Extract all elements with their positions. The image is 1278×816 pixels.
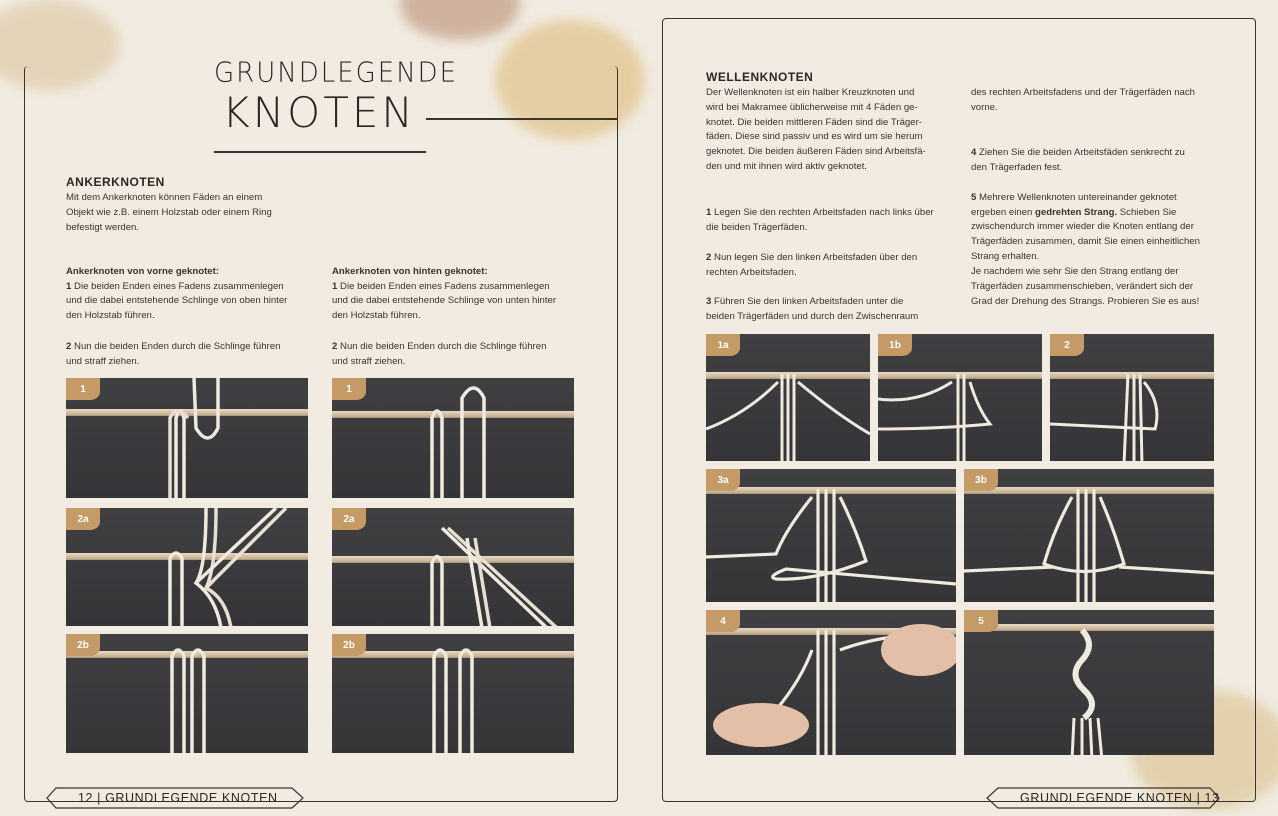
step-badge: 1a [706,334,740,356]
step-number: 3 [706,295,712,307]
photo-front-step2a [66,508,308,626]
cord-illustration [66,508,308,626]
wellen-step3 [706,280,956,324]
step-text: Die beiden Enden eines Fadens zusammenlegen und die dabei entstehende Schlinge von oben hinter den Holzstab führen. [66,280,288,322]
photo-wellen-5 [964,610,1214,755]
cord-illustration [706,469,956,602]
instructions-front-heading: Ankerknoten von vorne geknotet: [66,265,219,277]
wellen-closing: Je nachdem wie sehr Sie den Strang entlang der Trägerfäden zusammenschieben, verändert sich der Grad der Drehung des Strangs. Probieren Sie es aus! [971,266,1200,307]
step-badge: 1b [878,334,912,356]
footer-label: 12 | GRUNDLEGENDE KNOTEN [78,791,278,805]
instructions-back-step2 [332,325,582,369]
step-badge: 5 [964,610,998,632]
step-number: 1 [706,206,712,218]
photo-wellen-3a [706,469,956,602]
step-badge: 4 [706,610,740,632]
step-badge: 1 [332,378,366,400]
wellen-step1 [706,191,956,235]
footer-label: GRUNDLEGENDE KNOTEN | 13 [1020,791,1220,805]
step-text: Nun die beiden Enden durch die Schlinge führen und straff ziehen. [332,340,547,367]
step-text: Ziehen Sie die beiden Arbeitsfäden senkrecht zu den Trägerfaden fest. [971,146,1185,173]
cord-illustration [332,378,574,498]
photo-wellen-1a [706,334,870,461]
step-badge: 1 [66,378,100,400]
step-badge: 2b [66,634,100,656]
watercolor-wash [400,0,520,40]
cord-illustration [66,634,308,753]
instructions-back-heading: Ankerknoten von hinten geknotet: [332,265,488,277]
step-text: Schieben Sie zwischendurch immer wieder die Knoten entlang der Trägerfäden zusammen, damit Sie einen einheitlichen Strang erhalten. [971,206,1200,262]
step-badge: 3a [706,469,740,491]
title-underline [214,151,426,153]
step-badge: 2b [332,634,366,656]
step-badge: 3b [964,469,998,491]
instructions-front-step2 [66,325,316,369]
cord-illustration [66,378,308,498]
instructions-front [66,250,316,324]
cord-illustration [964,610,1214,755]
step-number: 1 [66,280,72,292]
step-number: 5 [971,191,977,203]
cord-illustration [332,508,574,626]
cord-illustration [964,469,1214,602]
step-number: 2 [706,251,712,263]
step-text: Führen Sie den linken Arbeitsfaden unter die beiden Trägerfäden und durch den Zwischenraum [706,295,919,322]
photo-wellen-3b [964,469,1214,602]
step-badge: 2a [66,508,100,530]
step-text: Mehrere Wellenknoten untereinander geknotet ergeben einen [971,191,1177,218]
footer-left [46,787,304,809]
photo-front-step1 [66,378,308,498]
left-frame-top-line [426,118,618,120]
wellen-step2 [706,236,956,280]
wellen-step3-continued: des rechten Arbeitsfadens und der Trägerfäden nach vorne. [971,87,1196,113]
step-text: Legen Sie den rechten Arbeitsfaden nach links über die beiden Trägerfäden. [706,206,934,233]
step-number: 2 [66,340,72,352]
step-text-bold: gedrehten Strang. [1035,206,1118,218]
cord-illustration [332,634,574,753]
photo-back-step2b [332,634,574,753]
wellen-step5 [971,176,1221,265]
step-text: Nun die beiden Enden durch die Schlinge führen und straff ziehen. [66,340,281,367]
photo-wellen-1b [878,334,1042,461]
ankerknoten-intro: Mit dem Ankerknoten können Fäden an einem Objekt wie z.B. einem Holzstab oder einem Ring befestigt werden. [66,192,272,233]
wellenknoten-heading: WELLENKNOTEN [706,70,814,84]
wellen-step4 [971,131,1221,175]
instructions-back [332,250,582,324]
page-title-line1: GRUNDLEGENDE [214,57,459,89]
step-number: 2 [332,340,338,352]
step-number: 1 [332,280,338,292]
photo-wellen-4 [706,610,956,755]
cord-illustration [706,610,956,755]
step-number: 4 [971,146,977,158]
step-badge: 2a [332,508,366,530]
step-text: Nun legen Sie den linken Arbeitsfaden über den rechten Arbeitsfaden. [706,251,918,278]
photo-front-step2b [66,634,308,753]
step-badge: 2 [1050,334,1084,356]
step-text: Die beiden Enden eines Fadens zusammenlegen und die dabei entstehende Schlinge von unten hinter den Holzstab führen. [332,280,557,322]
photo-back-step1 [332,378,574,498]
footer-right [986,787,1220,809]
ankerknoten-heading: ANKERKNOTEN [66,175,165,189]
photo-back-step2a [332,508,574,626]
page-title-line2: KNOTEN [222,88,416,137]
wellenknoten-intro: Der Wellenknoten ist ein halber Kreuzknoten und wird bei Makramee üblicherweise mit 4 Fäden ge- knotet. Die beiden mittleren Fäden sind die Träger- fäden. Diese sind passiv und es wird um sie herum geknotet. Die beiden äußeren Fäden sind Arbeitsfä- den und mit ihnen wird aktiv geknotet. [706,87,926,172]
photo-wellen-2 [1050,334,1214,461]
